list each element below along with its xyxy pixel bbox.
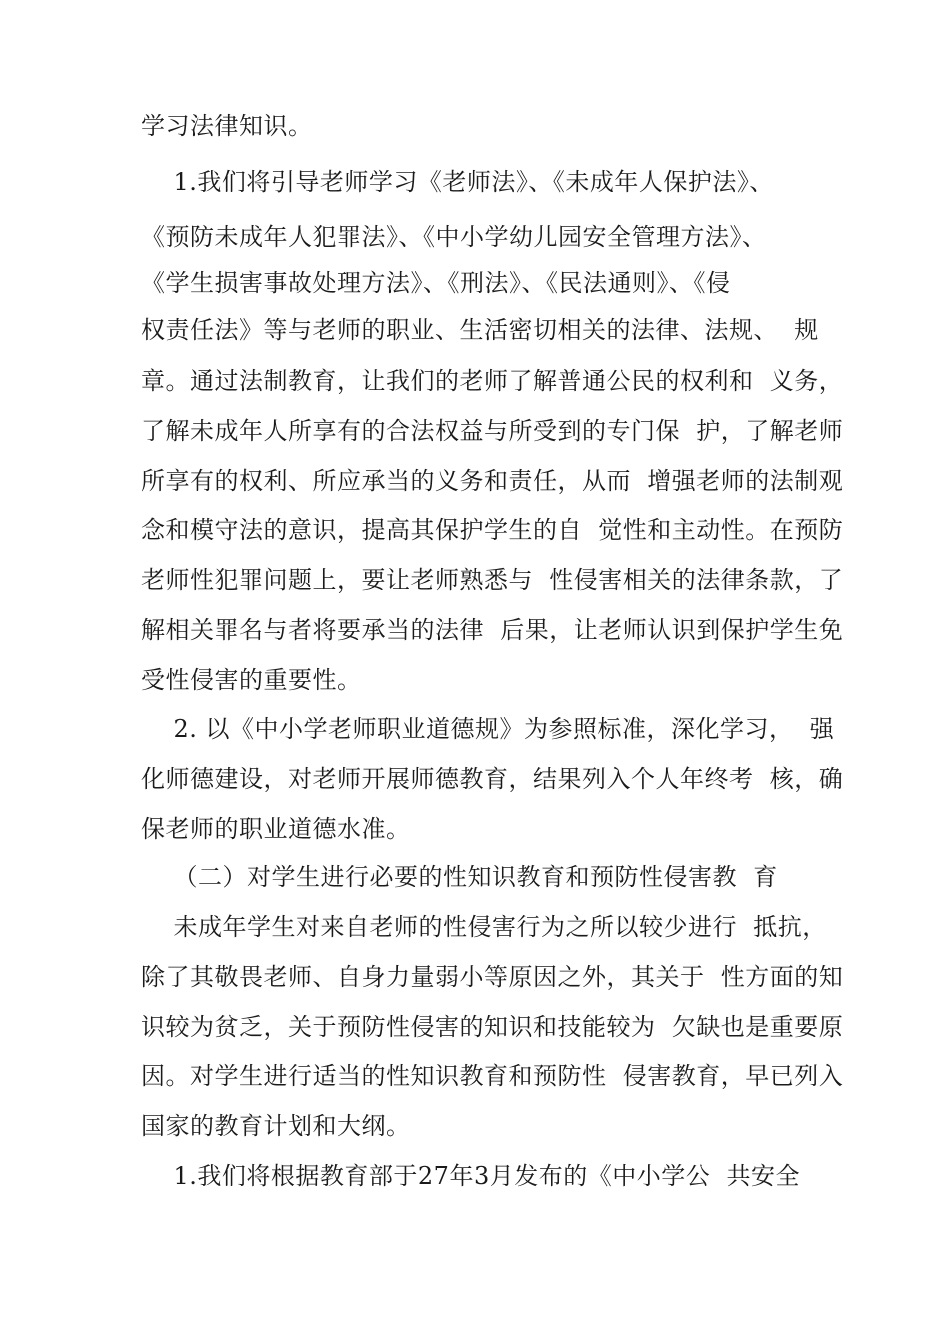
- text-line: 因。对学生进行适当的性知识教育和预防性 侵害教育，早已列入: [141, 1062, 844, 1090]
- text-line: 1.我们将根据教育部于27年3月发布的《中小学公 共安全: [141, 1162, 800, 1190]
- text-line: 《学生损害事故处理方法》、《刑法》、《民法通则》、《侵: [141, 269, 731, 297]
- text-line: 所享有的权利、所应承当的义务和责任，从而 增强老师的法制观: [141, 467, 844, 495]
- text-line: 解相关罪名与者将要承当的法律 后果，让老师认识到保护学生免: [141, 616, 844, 644]
- text-line: 学习法律知识。: [141, 112, 313, 140]
- text-line: 除了其敬畏老师、自身力量弱小等原因之外，其关于 性方面的知: [141, 963, 844, 991]
- text-line: 保老师的职业道德水准。: [141, 815, 411, 843]
- text-line: 了解未成年人所享有的合法权益与所受到的专门保 护，了解老师: [141, 417, 844, 445]
- text-line: 《预防未成年人犯罪法》、《中小学幼儿园安全管理方法》、: [141, 223, 767, 251]
- text-line: 权责任法》等与老师的职业、生活密切相关的法律、法规、 规: [141, 316, 819, 344]
- text-line: 1.我们将引导老师学习《老师法》、《未成年人保护法》、: [141, 168, 774, 196]
- text-line: 2. 以《中小学老师职业道德规》为参照标准，深化学习， 强: [141, 715, 835, 743]
- text-line: 识较为贫乏，关于预防性侵害的知识和技能较为 欠缺也是重要原: [141, 1013, 844, 1041]
- text-line: 念和模守法的意识，提高其保护学生的自 觉性和主动性。在预防: [141, 516, 844, 544]
- text-line: 受性侵害的重要性。: [141, 666, 362, 694]
- section-heading: （二）对学生进行必要的性知识教育和预防性侵害教 育: [141, 863, 778, 891]
- text-line: 国家的教育计划和大纲。: [141, 1112, 411, 1140]
- text-line: 老师性犯罪问题上，要让老师熟悉与 性侵害相关的法律条款，了: [141, 566, 844, 594]
- text-line: 未成年学生对来自老师的性侵害行为之所以较少进行 抵抗，: [141, 913, 827, 941]
- text-line: 化师德建设，对老师开展师德教育，结果列入个人年终考 核，确: [141, 765, 844, 793]
- text-line: 章。通过法制教育，让我们的老师了解普通公民的权利和 义务，: [141, 367, 844, 395]
